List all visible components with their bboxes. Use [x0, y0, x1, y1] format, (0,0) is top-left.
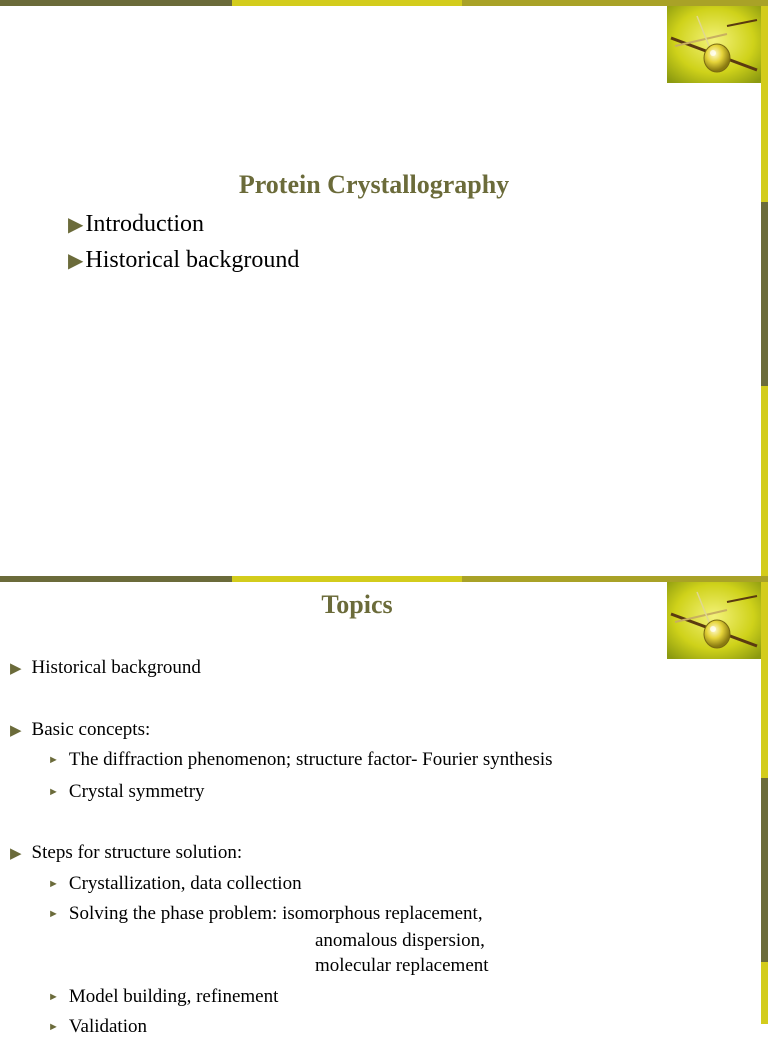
bullet-arrow-icon: ▶	[10, 723, 22, 739]
subtopic-item: ► The diffraction phenomenon; structure factor- Fourier synthesis	[48, 749, 553, 770]
slide-2	[0, 576, 768, 1037]
slide-title: Topics	[321, 590, 393, 619]
subtopic-item: ► Validation	[48, 1016, 147, 1037]
bullet-item: ▶Introduction	[68, 211, 205, 237]
sub-bullet-arrow-icon: ►	[48, 908, 59, 920]
bullet-item: ▶Historical background	[68, 247, 300, 273]
sub-bullet-arrow-icon: ►	[48, 786, 59, 798]
topic-item: ▶ Historical background	[10, 657, 201, 678]
bullet-arrow-icon: ▶	[10, 846, 22, 862]
crystal-tools-icon	[667, 6, 761, 83]
bullet-arrow-icon: ▶	[68, 214, 84, 236]
subtopic-continuation: molecular replacement	[315, 955, 489, 976]
sub-bullet-arrow-icon: ►	[48, 754, 59, 766]
slide-title: Protein Crystallography	[238, 170, 510, 199]
right-accent-bar	[761, 582, 768, 1024]
topic-item: ▶ Basic concepts:	[10, 719, 151, 740]
sub-bullet-arrow-icon: ►	[48, 1021, 59, 1033]
subtopic-continuation: anomalous dispersion,	[315, 930, 485, 951]
subtopic-item: ► Crystal symmetry	[48, 781, 205, 802]
subtopic-item: ► Model building, refinement	[48, 986, 279, 1007]
top-accent-bar	[0, 576, 768, 582]
subtopic-item: ► Crystallization, data collection	[48, 873, 302, 894]
right-accent-bar	[761, 6, 768, 576]
sub-bullet-arrow-icon: ►	[48, 991, 59, 1003]
topic-item: ▶ Steps for structure solution:	[10, 842, 243, 863]
bullet-arrow-icon: ▶	[68, 250, 84, 272]
subtopic-item: ► Solving the phase problem: isomorphous replacement,	[48, 903, 483, 924]
top-accent-bar	[0, 0, 768, 6]
bullet-arrow-icon: ▶	[10, 661, 22, 677]
sub-bullet-arrow-icon: ►	[48, 878, 59, 890]
